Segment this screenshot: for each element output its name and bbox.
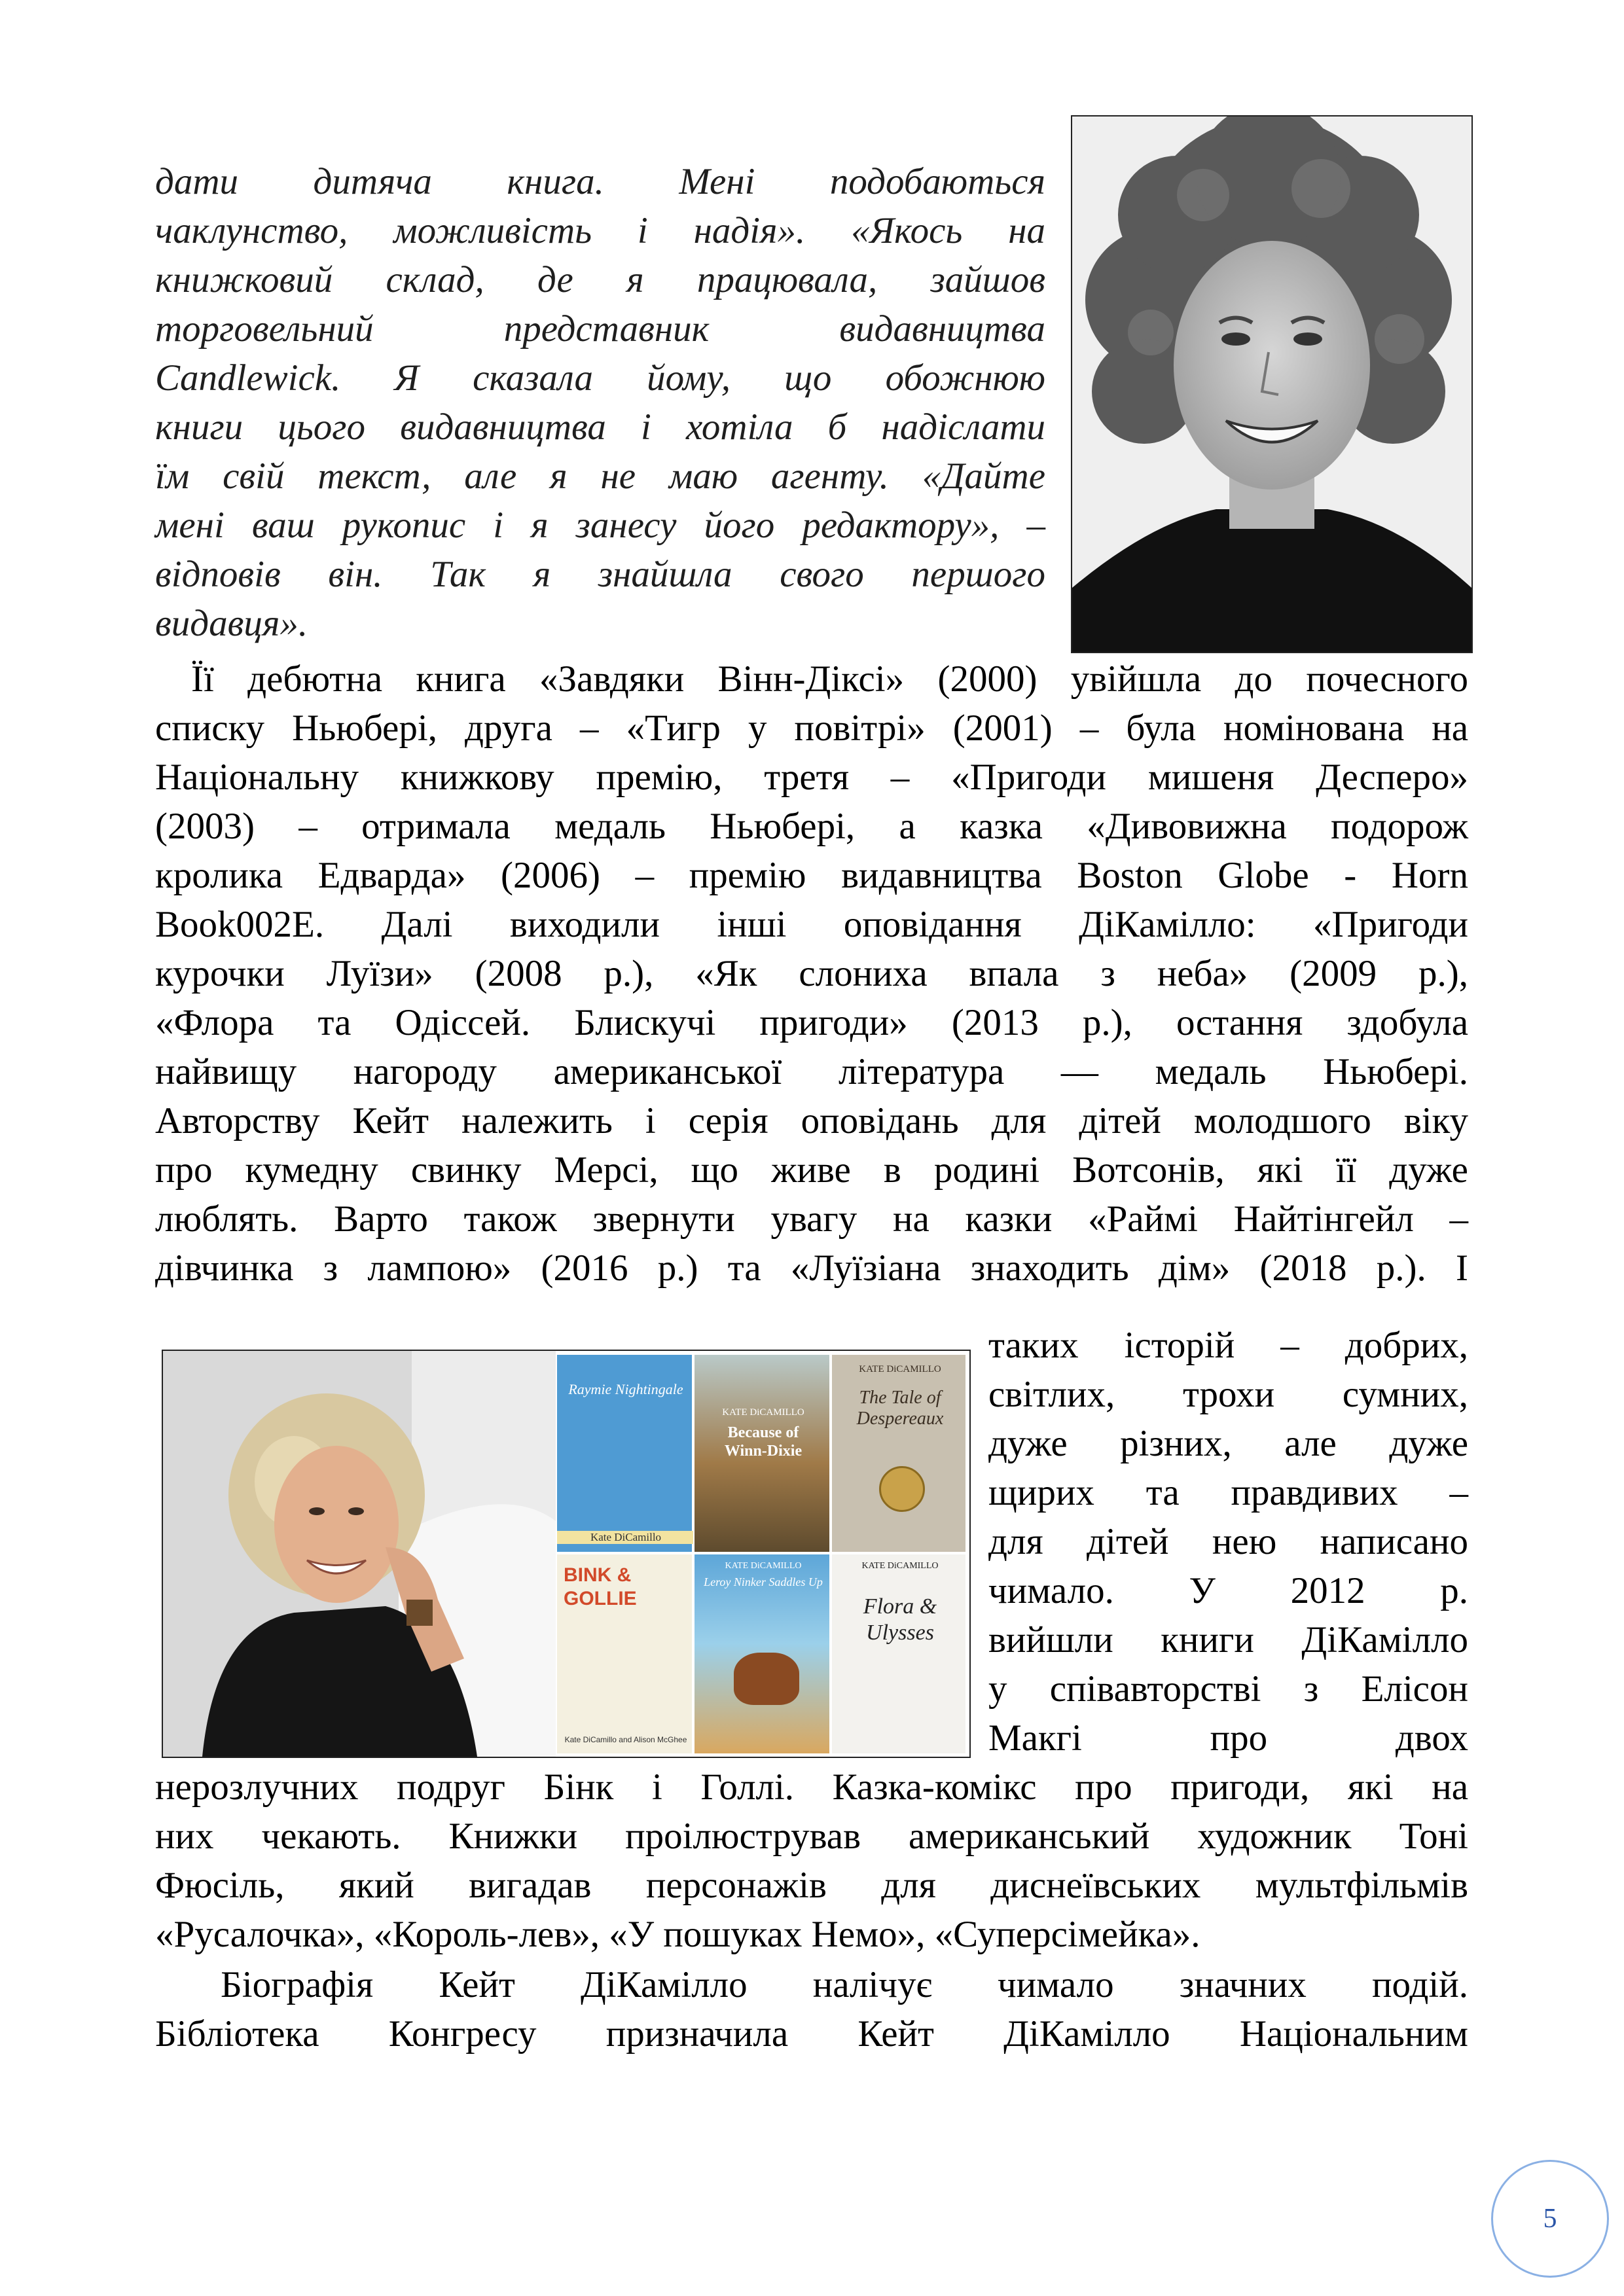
- text-line: дівчинка з лампою» (2016 р.) та «Луїзіана знаходить дім» (2018 р.). І: [155, 1247, 1468, 1289]
- cover-bink-gollie: [556, 1553, 693, 1755]
- quote-line: чаклунство, можливість і надія». «Якось на: [155, 210, 1045, 251]
- quote-line: відповів він. Так я знайшла свого першого: [155, 554, 1045, 595]
- quote-line: дати дитяча книга. Мені подобаються: [155, 161, 1045, 202]
- text-line: списку Ньюбері, друга – «Тигр у повітрі» (2001) – була номінована на: [155, 708, 1468, 749]
- quote-line: мені ваш рукопис і я занесу його редактору», –: [155, 505, 1045, 546]
- text-line: про кумедну свинку Мерсі, що живе в родині Вотсонів, які її дуже: [155, 1149, 1468, 1191]
- portrait-illustration: [1072, 117, 1471, 652]
- cover-despereaux: [831, 1354, 967, 1553]
- text-line: Її дебютна книга «Завдяки Вінн-Діксі» (2000) увійшла до почесного: [191, 658, 1468, 700]
- cover-title: Raymie Nightingale: [568, 1381, 683, 1397]
- text-line: нерозлучних подруг Бінк і Голлі. Казка-комікс про пригоди, які на: [155, 1767, 1468, 1808]
- medal-icon: [879, 1466, 925, 1512]
- text-line: світлих, трохи сумних,: [988, 1374, 1468, 1415]
- quote-line: Candlewick. Я сказала йому, що обожнюю: [155, 357, 1045, 399]
- horse-icon: [734, 1653, 799, 1705]
- paragraph-biography: [155, 1960, 1468, 2058]
- quote-line: їм свій текст, але я не маю агенту. «Дайте: [155, 456, 1045, 497]
- text-line: Національну книжкову премію, третя – «Пригоди мишеня Десперо»: [155, 757, 1468, 798]
- cover-author: Kate DiCamillo and Alison McGhee: [564, 1735, 687, 1744]
- text-line: Book002E. Далі виходили інші оповідання ДіКамілло: «Пригоди: [155, 904, 1468, 945]
- text-line: дуже різних, але дуже: [988, 1423, 1468, 1464]
- cover-title: Because of Winn-Dixie: [724, 1424, 803, 1460]
- cover-title: Flora & Ulysses: [863, 1594, 937, 1645]
- text-line: «Русалочка», «Король-лев», «У пошуках Немо», «Суперсімейка».: [155, 1914, 1200, 1955]
- text-line: них чекають. Книжки проілюстрував американський художник Тоні: [155, 1816, 1468, 1857]
- page-number: 5: [1491, 2160, 1609, 2278]
- text-line: курочки Луїзи» (2008 р.), «Як слониха впала з неба» (2009 р.),: [155, 953, 1468, 994]
- text-line: для дітей нею написано: [988, 1521, 1468, 1562]
- text-line: Авторству Кейт належить і серія оповідань для дітей молодшого віку: [155, 1100, 1468, 1141]
- text-line: Фюсіль, який вигадав персонажів для диснеївських мультфільмів: [155, 1865, 1468, 1906]
- text-line: найвищу нагороду американської література — медаль Ньюбері.: [155, 1051, 1468, 1092]
- text-line: у співавторстві з Елісон: [988, 1668, 1468, 1710]
- paragraph-bink-gollie: [155, 1763, 1468, 1959]
- cover-author: Kate DiCamillo: [557, 1531, 695, 1544]
- cover-author: KATE DiCAMILLO: [725, 1561, 802, 1571]
- text-line: Біографія Кейт ДіКамілло налічує чимало значних подій.: [221, 1964, 1468, 2005]
- cover-title: BINK & GOLLIE: [564, 1564, 637, 1609]
- text-line: кролика Едварда» (2006) – премію видавництва Boston Globe - Horn: [155, 855, 1468, 896]
- text-line: таких історій – добрих,: [988, 1325, 1468, 1366]
- author-with-books-photo: [162, 1350, 971, 1758]
- cover-winn-dixie: [693, 1354, 831, 1553]
- text-line: чимало. У 2012 р.: [988, 1570, 1468, 1611]
- cover-title: The Tale of Despereaux: [856, 1388, 944, 1429]
- cover-title: Leroy Ninker Saddles Up: [704, 1575, 823, 1588]
- text-line: щирих та правдивих –: [988, 1472, 1468, 1513]
- cover-flora-ulysses: [831, 1553, 967, 1755]
- quote-line: видавця».: [155, 603, 308, 644]
- paragraph-debut-books: [155, 655, 1468, 1293]
- quote-line: книжковий склад, де я працювала, зайшов: [155, 259, 1045, 300]
- cover-raymie: [556, 1354, 693, 1553]
- quote-line: торговельний представник видавництва: [155, 308, 1045, 350]
- text-line: (2003) – отримала медаль Ньюбері, а казка «Дивовижна подорож: [155, 806, 1468, 847]
- quote-line: книги цього видавництва і хотіла б надіслати: [155, 406, 1045, 448]
- text-line: люблять. Варто також звернути увагу на казки «Раймі Найтінгейл –: [155, 1198, 1468, 1240]
- cover-author: KATE DiCAMILLO: [722, 1407, 804, 1418]
- text-line: Бібліотека Конгресу призначила Кейт ДіКамілло Національним: [155, 2013, 1468, 2054]
- quote-block: [155, 157, 1045, 648]
- cover-author: KATE DiCAMILLO: [859, 1364, 941, 1374]
- side-paragraph: [988, 1321, 1468, 1763]
- text-line: вийшли книги ДіКамілло: [988, 1619, 1468, 1660]
- author-portrait-photo: [1071, 115, 1473, 653]
- cover-author: KATE DiCAMILLO: [861, 1561, 939, 1571]
- cover-leroy-ninker: [693, 1553, 831, 1755]
- text-line: «Флора та Одіссей. Блискучі пригоди» (2013 р.), остання здобула: [155, 1002, 1468, 1043]
- text-line: Макгі про двох: [988, 1717, 1468, 1759]
